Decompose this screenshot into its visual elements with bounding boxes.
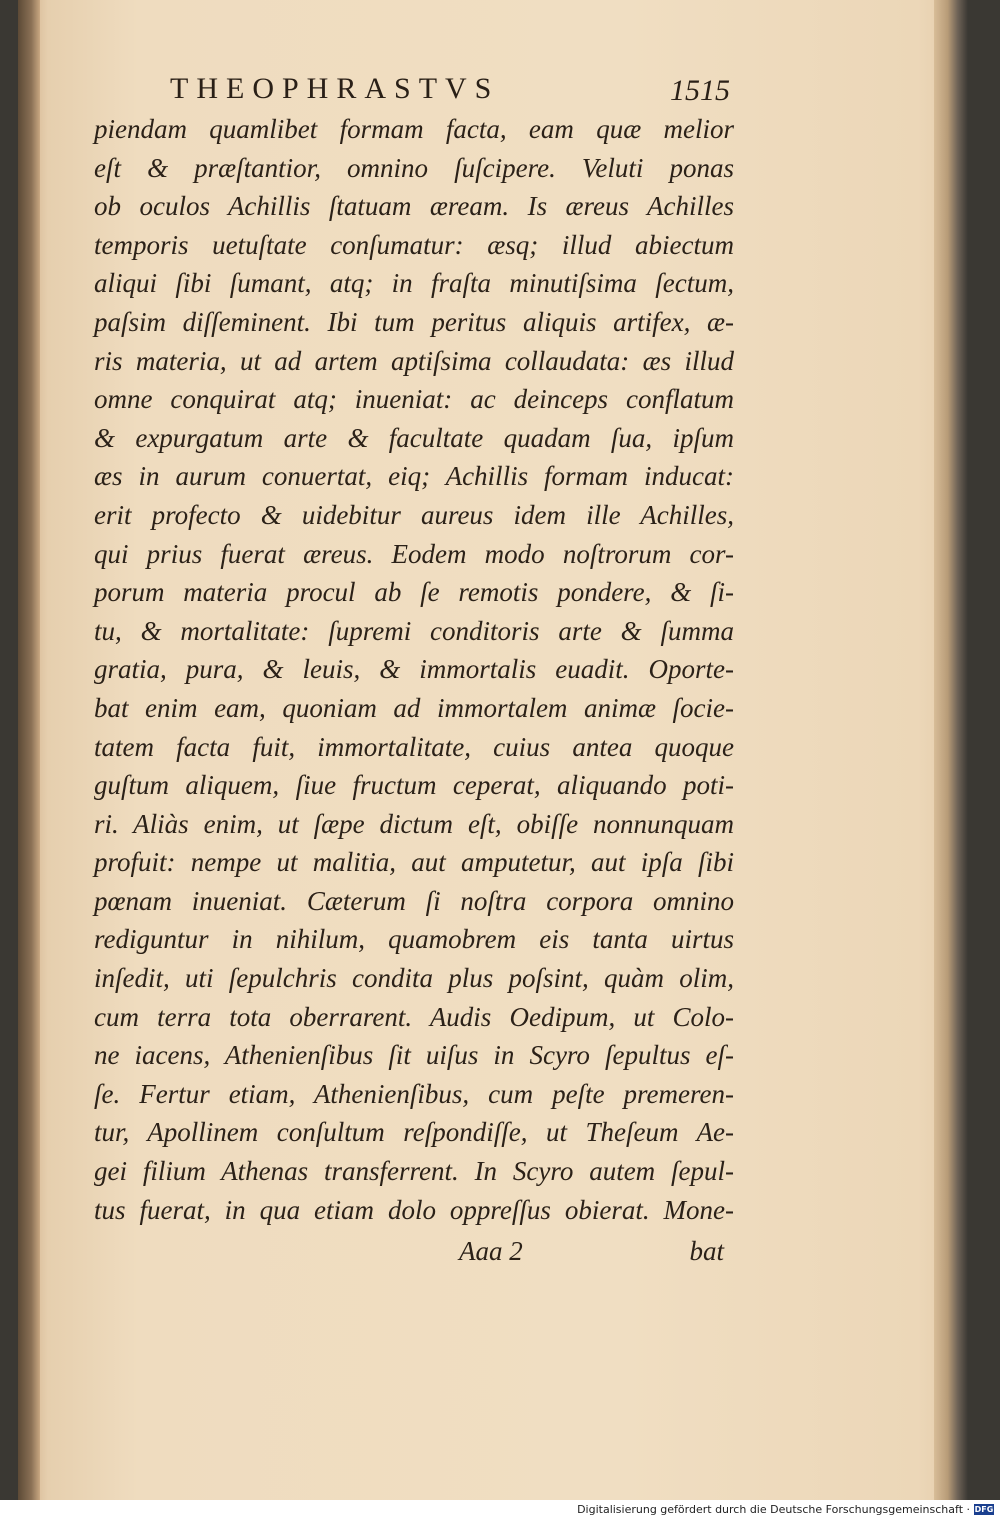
text-line: erit profecto & uidebitur aureus idem ille Achilles, [94,499,734,530]
text-line: piendam quamlibet formam facta, eam quæ melior [94,114,734,144]
text-line: eſt & præſtantior, omnino ſuſcipere. Veluti ponas [94,152,734,183]
catchword: bat [689,1236,724,1266]
text-line: & expurgatum arte & facultate quadam ſua, ipſum [94,422,734,453]
text-line: guſtum aliquem, ſiue fructum ceperat, aliquando poti- [94,770,734,801]
dfg-logo: DFG [974,1505,994,1514]
text-line: tu, & mortalitate: ſupremi conditoris arte & ſumma [94,615,734,646]
digitization-credit-bar [0,1500,1000,1520]
text-line: profuit: nempe ut malitia, aut amputetur, aut ipſa ſibi [94,847,734,878]
text-line: tatem facta fuit, immortalitate, cuius antea quoque [94,731,734,762]
text-line: omne conquirat atq; inueniat: ac deinceps conflatum [94,384,734,415]
page-fore-edge [934,0,968,1500]
text-line: gratia, pura, & leuis, & immortalis euadit. Oporte- [94,654,734,685]
book-spine [18,0,40,1500]
text-line: inſedit, uti ſepulchris condita plus poſsint, quàm olim, [94,963,734,994]
running-title: THEOPHRASTVS [170,72,500,105]
body-text [94,110,734,1229]
text-line: aliqui ſibi ſumant, atq; in fraſta minutiſsima ſectum, [94,268,734,299]
text-line: bat enim eam, quoniam ad immortalem animæ ſocie- [94,692,734,723]
text-line: rediguntur in nihilum, quamobrem eis tanta uirtus [94,924,734,955]
text-line: tur, Apollinem conſultum reſpondiſſe, ut Theſeum Ae- [94,1117,734,1148]
text-line: qui prius fuerat æreus. Eodem modo noſtrorum cor- [94,538,734,569]
text-line: ri. Aliàs enim, ut ſæpe dictum eſt, obiſſe nonnunquam [94,808,734,839]
text-line: cum terra tota oberrarent. Audis Oedipum, ut Colo- [94,1001,734,1032]
text-line: tus fuerat, in qua etiam dolo oppreſſus obierat. Mone- [94,1194,734,1225]
text-line: pœnam inueniat. Cæterum ſi noſtra corpora omnino [94,885,734,916]
text-line: æs in aurum conuertat, eiq; Achillis formam inducat: [94,461,734,492]
text-line: paſsim diſſeminent. Ibi tum peritus aliquis artifex, æ- [94,306,734,337]
text-line: ne iacens, Athenienſibus ſit uiſus in Scyro ſepultus eſ- [94,1040,734,1071]
text-line: porum materia procul ab ſe remotis pondere, & ſi- [94,577,734,608]
text-line: gei filium Athenas transferrent. In Scyro autem ſepul- [94,1156,734,1187]
signature-line [94,1236,734,1276]
text-line: temporis uetuſtate conſumatur: æsq; illud abiectum [94,229,734,260]
printer-signature: Aaa 2 [459,1236,523,1266]
credit-text: Digitalisierung gefördert durch die Deutsche Forschungsgemeinschaft · [577,1503,970,1516]
text-line: ob oculos Achillis ſtatuam æream. Is æreus Achilles [94,191,734,222]
text-line: ris materia, ut ad artem aptiſsima collaudata: æs illud [94,345,734,376]
page-number: 1515 [670,74,730,107]
text-line: ſe. Fertur etiam, Athenienſibus, cum peſte premeren- [94,1078,734,1109]
